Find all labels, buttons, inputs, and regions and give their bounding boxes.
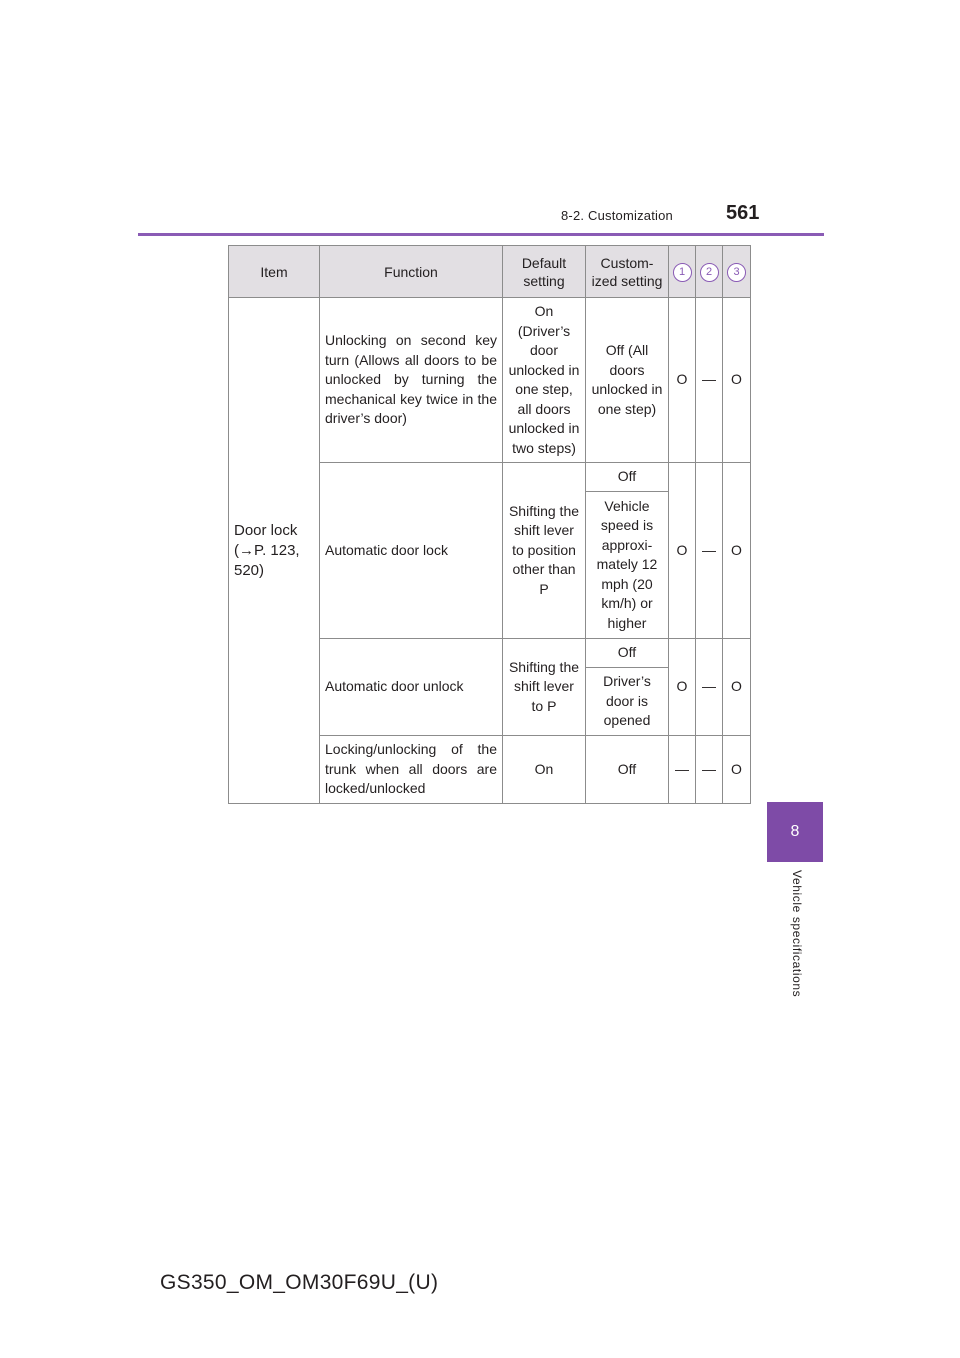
document-code: GS350_OM_OM30F69U_(U) xyxy=(160,1271,439,1294)
customized-cell: Off xyxy=(586,463,669,492)
customized-cell: Off xyxy=(586,736,669,804)
header-item: Item xyxy=(229,246,320,298)
availability-1: — xyxy=(669,736,696,804)
availability-3: O xyxy=(723,736,751,804)
default-cell: On xyxy=(503,736,586,804)
header-customized-setting: Custom-ized setting xyxy=(586,246,669,298)
header-divider xyxy=(138,233,824,236)
customized-cell: Off xyxy=(586,639,669,668)
availability-3: O xyxy=(723,298,751,463)
chapter-title: Vehicle specifications xyxy=(790,870,804,998)
availability-1: O xyxy=(669,639,696,736)
availability-2: — xyxy=(696,736,723,804)
circled-number-1: 1 xyxy=(673,263,692,282)
header-default-setting: Default setting xyxy=(503,246,586,298)
availability-1: O xyxy=(669,463,696,639)
item-door-lock: Door lock (→P. 123, 520) xyxy=(229,298,320,804)
page-number: 561 xyxy=(726,202,760,224)
availability-2: — xyxy=(696,639,723,736)
chapter-tab xyxy=(767,802,823,862)
header-function: Function xyxy=(320,246,503,298)
customized-cell: Off (All doors unlocked in one step) xyxy=(586,298,669,463)
circled-number-2: 2 xyxy=(700,263,719,282)
header-col-2 xyxy=(696,246,723,298)
header-col-3 xyxy=(723,246,751,298)
function-cell: Automatic door lock xyxy=(320,463,503,639)
availability-1: O xyxy=(669,298,696,463)
header-col-1 xyxy=(669,246,696,298)
availability-3: O xyxy=(723,463,751,639)
circled-number-3: 3 xyxy=(727,263,746,282)
default-cell: On (Driver’s door unlocked in one step, all doors unlocked in two steps) xyxy=(503,298,586,463)
table-header-row xyxy=(229,246,751,298)
customization-table xyxy=(228,245,751,804)
default-cell: Shifting the shift lever to position other than P xyxy=(503,463,586,639)
availability-3: O xyxy=(723,639,751,736)
function-cell: Automatic door unlock xyxy=(320,639,503,736)
table-row xyxy=(229,298,751,463)
section-title: 8-2. Customization xyxy=(561,208,673,223)
availability-2: — xyxy=(696,298,723,463)
customized-cell: Vehicle speed is approxi-mately 12 mph (20 km/h) or higher xyxy=(586,492,669,639)
function-cell: Unlocking on second key turn (Allows all doors to be unlocked by turning the mechanical key twice in the driver’s door) xyxy=(320,298,503,463)
default-cell: Shifting the shift lever to P xyxy=(503,639,586,736)
function-cell: Locking/unlocking of the trunk when all doors are locked/unlocked xyxy=(320,736,503,804)
customized-cell: Driver’s door is opened xyxy=(586,668,669,736)
chapter-number: 8 xyxy=(790,823,800,840)
availability-2: — xyxy=(696,463,723,639)
